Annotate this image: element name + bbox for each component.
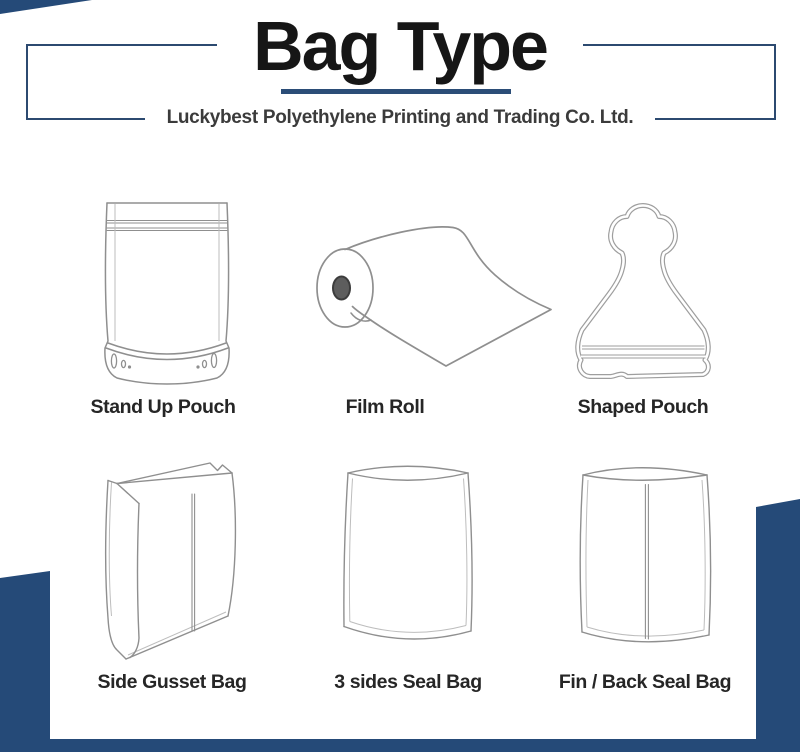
film-roll-cell <box>305 215 560 380</box>
stand-up-pouch-cell <box>95 195 235 390</box>
bottom-edge-bar-decoration <box>0 739 800 752</box>
shaped-pouch-cell <box>565 200 755 390</box>
stand-up-pouch-label: Stand Up Pouch <box>90 396 236 418</box>
title-underline <box>281 89 511 94</box>
bottom-right-bar-decoration <box>756 499 800 752</box>
bottom-left-block-decoration <box>0 571 50 752</box>
side-gusset-bag-label: Side Gusset Bag <box>97 671 247 693</box>
shaped-pouch-illustration <box>565 200 755 390</box>
company-subtitle: Luckybest Polyethylene Printing and Trading Co. Ltd. <box>145 105 656 131</box>
shaped-pouch-label: Shaped Pouch <box>577 396 709 418</box>
film-roll-label: Film Roll <box>345 396 425 418</box>
page-title: Bag Type <box>217 8 583 85</box>
three-sides-seal-bag-cell <box>335 458 480 648</box>
fin-back-seal-bag-label: Fin / Back Seal Bag <box>558 671 732 693</box>
side-gusset-bag-illustration <box>95 455 245 665</box>
side-gusset-bag-cell <box>95 455 245 665</box>
company-subtitle-row <box>0 105 800 131</box>
three-sides-seal-bag-illustration <box>335 458 480 648</box>
fin-back-seal-bag-illustration <box>575 458 715 648</box>
stand-up-pouch-illustration <box>95 195 235 390</box>
fin-back-seal-bag-cell <box>575 458 715 648</box>
three-sides-seal-bag-label: 3 sides Seal Bag <box>334 671 482 693</box>
film-roll-illustration <box>305 215 560 380</box>
page-title-row <box>0 8 800 85</box>
